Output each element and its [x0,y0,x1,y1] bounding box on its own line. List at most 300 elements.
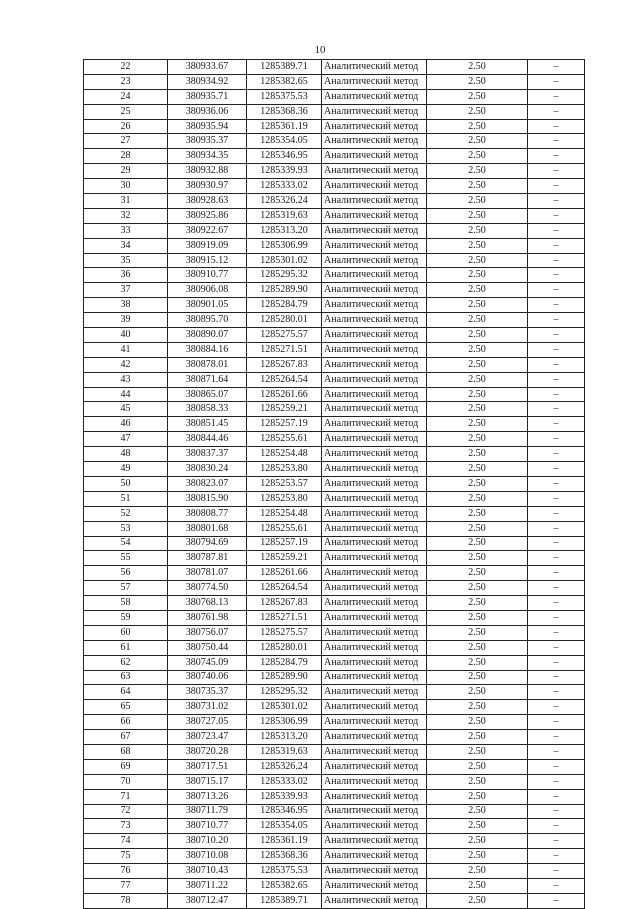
table-row [84,89,585,104]
note-cell: – [528,610,585,625]
point-number-cell: 58 [84,596,168,611]
table-row [84,328,585,343]
accuracy-cell: 2.50 [427,119,528,134]
point-number-cell: 41 [84,342,168,357]
note-cell: – [528,223,585,238]
table-row [84,655,585,670]
table-row [84,759,585,774]
method-cell: Аналитический метод [322,402,427,417]
method-cell: Аналитический метод [322,640,427,655]
note-cell: – [528,804,585,819]
accuracy-cell: 2.50 [427,774,528,789]
y-coordinate-cell: 1285280.01 [247,640,322,655]
x-coordinate-cell: 380901.05 [168,298,247,313]
table-row [84,506,585,521]
y-coordinate-cell: 1285255.61 [247,432,322,447]
y-coordinate-cell: 1285333.02 [247,774,322,789]
point-number-cell: 49 [84,462,168,477]
point-number-cell: 36 [84,268,168,283]
x-coordinate-cell: 380723.47 [168,730,247,745]
point-number-cell: 51 [84,491,168,506]
method-cell: Аналитический метод [322,596,427,611]
accuracy-cell: 2.50 [427,134,528,149]
point-number-cell: 74 [84,834,168,849]
table-row [84,119,585,134]
note-cell: – [528,194,585,209]
note-cell: – [528,759,585,774]
x-coordinate-cell: 380720.28 [168,744,247,759]
note-cell: – [528,74,585,89]
accuracy-cell: 2.50 [427,551,528,566]
point-number-cell: 54 [84,536,168,551]
y-coordinate-cell: 1285254.48 [247,506,322,521]
x-coordinate-cell: 380712.47 [168,893,247,908]
point-number-cell: 25 [84,104,168,119]
note-cell: – [528,789,585,804]
x-coordinate-cell: 380717.51 [168,759,247,774]
x-coordinate-cell: 380711.22 [168,878,247,893]
x-coordinate-cell: 380808.77 [168,506,247,521]
point-number-cell: 50 [84,476,168,491]
method-cell: Аналитический метод [322,789,427,804]
table-row [84,610,585,625]
note-cell: – [528,432,585,447]
y-coordinate-cell: 1285301.02 [247,700,322,715]
point-number-cell: 32 [84,208,168,223]
point-number-cell: 23 [84,74,168,89]
table-row [84,342,585,357]
x-coordinate-cell: 380830.24 [168,462,247,477]
method-cell: Аналитический метод [322,119,427,134]
table-row [84,581,585,596]
point-number-cell: 76 [84,864,168,879]
note-cell: – [528,655,585,670]
accuracy-cell: 2.50 [427,893,528,908]
y-coordinate-cell: 1285375.53 [247,864,322,879]
table-row [84,878,585,893]
accuracy-cell: 2.50 [427,536,528,551]
note-cell: – [528,849,585,864]
x-coordinate-cell: 380768.13 [168,596,247,611]
point-number-cell: 69 [84,759,168,774]
method-cell: Аналитический метод [322,134,427,149]
y-coordinate-cell: 1285361.19 [247,119,322,134]
x-coordinate-cell: 380925.86 [168,208,247,223]
method-cell: Аналитический метод [322,715,427,730]
note-cell: – [528,834,585,849]
table-row [84,670,585,685]
accuracy-cell: 2.50 [427,759,528,774]
method-cell: Аналитический метод [322,223,427,238]
note-cell: – [528,179,585,194]
table-row [84,432,585,447]
y-coordinate-cell: 1285254.48 [247,447,322,462]
x-coordinate-cell: 380710.77 [168,819,247,834]
note-cell: – [528,357,585,372]
x-coordinate-cell: 380934.92 [168,74,247,89]
x-coordinate-cell: 380915.12 [168,253,247,268]
accuracy-cell: 2.50 [427,238,528,253]
note-cell: – [528,402,585,417]
table-row [84,134,585,149]
x-coordinate-cell: 380710.43 [168,864,247,879]
x-coordinate-cell: 380715.17 [168,774,247,789]
method-cell: Аналитический метод [322,476,427,491]
table-row [84,104,585,119]
table-row [84,462,585,477]
y-coordinate-cell: 1285382.65 [247,878,322,893]
method-cell: Аналитический метод [322,878,427,893]
accuracy-cell: 2.50 [427,849,528,864]
point-number-cell: 28 [84,149,168,164]
note-cell: – [528,417,585,432]
table-row [84,566,585,581]
y-coordinate-cell: 1285339.93 [247,164,322,179]
x-coordinate-cell: 380837.37 [168,447,247,462]
note-cell: – [528,878,585,893]
note-cell: – [528,462,585,477]
accuracy-cell: 2.50 [427,89,528,104]
x-coordinate-cell: 380794.69 [168,536,247,551]
point-number-cell: 35 [84,253,168,268]
table-row [84,283,585,298]
note-cell: – [528,372,585,387]
x-coordinate-cell: 380910.77 [168,268,247,283]
y-coordinate-cell: 1285271.51 [247,342,322,357]
accuracy-cell: 2.50 [427,164,528,179]
accuracy-cell: 2.50 [427,715,528,730]
y-coordinate-cell: 1285354.05 [247,134,322,149]
x-coordinate-cell: 380919.09 [168,238,247,253]
table-row [84,476,585,491]
y-coordinate-cell: 1285280.01 [247,313,322,328]
accuracy-cell: 2.50 [427,864,528,879]
point-number-cell: 27 [84,134,168,149]
accuracy-cell: 2.50 [427,804,528,819]
accuracy-cell: 2.50 [427,342,528,357]
accuracy-cell: 2.50 [427,104,528,119]
note-cell: – [528,119,585,134]
note-cell: – [528,715,585,730]
point-number-cell: 63 [84,670,168,685]
accuracy-cell: 2.50 [427,447,528,462]
method-cell: Аналитический метод [322,179,427,194]
method-cell: Аналитический метод [322,700,427,715]
y-coordinate-cell: 1285284.79 [247,298,322,313]
note-cell: – [528,491,585,506]
y-coordinate-cell: 1285257.19 [247,536,322,551]
y-coordinate-cell: 1285289.90 [247,283,322,298]
method-cell: Аналитический метод [322,581,427,596]
y-coordinate-cell: 1285295.32 [247,685,322,700]
x-coordinate-cell: 380774.50 [168,581,247,596]
y-coordinate-cell: 1285275.57 [247,328,322,343]
x-coordinate-cell: 380801.68 [168,521,247,536]
y-coordinate-cell: 1285289.90 [247,670,322,685]
note-cell: – [528,700,585,715]
y-coordinate-cell: 1285255.61 [247,521,322,536]
method-cell: Аналитический метод [322,491,427,506]
x-coordinate-cell: 380823.07 [168,476,247,491]
point-number-cell: 45 [84,402,168,417]
table-row [84,596,585,611]
method-cell: Аналитический метод [322,253,427,268]
y-coordinate-cell: 1285354.05 [247,819,322,834]
point-number-cell: 24 [84,89,168,104]
note-cell: – [528,819,585,834]
table-row [84,730,585,745]
method-cell: Аналитический метод [322,447,427,462]
method-cell: Аналитический метод [322,819,427,834]
table-row [84,238,585,253]
accuracy-cell: 2.50 [427,834,528,849]
note-cell: – [528,283,585,298]
y-coordinate-cell: 1285368.36 [247,849,322,864]
accuracy-cell: 2.50 [427,581,528,596]
x-coordinate-cell: 380895.70 [168,313,247,328]
y-coordinate-cell: 1285313.20 [247,730,322,745]
point-number-cell: 33 [84,223,168,238]
table-row [84,893,585,908]
y-coordinate-cell: 1285295.32 [247,268,322,283]
point-number-cell: 71 [84,789,168,804]
method-cell: Аналитический метод [322,208,427,223]
point-number-cell: 44 [84,387,168,402]
point-number-cell: 53 [84,521,168,536]
table-row [84,536,585,551]
table-row [84,700,585,715]
accuracy-cell: 2.50 [427,878,528,893]
accuracy-cell: 2.50 [427,491,528,506]
x-coordinate-cell: 380710.08 [168,849,247,864]
note-cell: – [528,328,585,343]
method-cell: Аналитический метод [322,536,427,551]
method-cell: Аналитический метод [322,60,427,75]
x-coordinate-cell: 380935.94 [168,119,247,134]
y-coordinate-cell: 1285271.51 [247,610,322,625]
method-cell: Аналитический метод [322,328,427,343]
table-row [84,819,585,834]
y-coordinate-cell: 1285339.93 [247,789,322,804]
y-coordinate-cell: 1285361.19 [247,834,322,849]
y-coordinate-cell: 1285319.63 [247,208,322,223]
note-cell: – [528,298,585,313]
note-cell: – [528,744,585,759]
y-coordinate-cell: 1285389.71 [247,60,322,75]
method-cell: Аналитический метод [322,655,427,670]
y-coordinate-cell: 1285253.80 [247,491,322,506]
x-coordinate-cell: 380865.07 [168,387,247,402]
table-row [84,357,585,372]
method-cell: Аналитический метод [322,268,427,283]
note-cell: – [528,342,585,357]
method-cell: Аналитический метод [322,864,427,879]
note-cell: – [528,208,585,223]
accuracy-cell: 2.50 [427,610,528,625]
method-cell: Аналитический метод [322,730,427,745]
y-coordinate-cell: 1285389.71 [247,893,322,908]
method-cell: Аналитический метод [322,89,427,104]
point-number-cell: 39 [84,313,168,328]
y-coordinate-cell: 1285319.63 [247,744,322,759]
point-number-cell: 26 [84,119,168,134]
note-cell: – [528,551,585,566]
note-cell: – [528,253,585,268]
y-coordinate-cell: 1285261.66 [247,387,322,402]
y-coordinate-cell: 1285253.57 [247,476,322,491]
method-cell: Аналитический метод [322,849,427,864]
point-number-cell: 56 [84,566,168,581]
point-number-cell: 47 [84,432,168,447]
table-row [84,313,585,328]
x-coordinate-cell: 380878.01 [168,357,247,372]
note-cell: – [528,268,585,283]
x-coordinate-cell: 380731.02 [168,700,247,715]
table-row [84,849,585,864]
x-coordinate-cell: 380935.37 [168,134,247,149]
point-number-cell: 64 [84,685,168,700]
table-row [84,789,585,804]
y-coordinate-cell: 1285264.54 [247,581,322,596]
note-cell: – [528,387,585,402]
y-coordinate-cell: 1285253.80 [247,462,322,477]
point-number-cell: 52 [84,506,168,521]
point-number-cell: 62 [84,655,168,670]
accuracy-cell: 2.50 [427,60,528,75]
method-cell: Аналитический метод [322,566,427,581]
method-cell: Аналитический метод [322,685,427,700]
note-cell: – [528,625,585,640]
accuracy-cell: 2.50 [427,670,528,685]
note-cell: – [528,774,585,789]
point-number-cell: 77 [84,878,168,893]
table-row [84,864,585,879]
note-cell: – [528,476,585,491]
point-number-cell: 37 [84,283,168,298]
x-coordinate-cell: 380844.46 [168,432,247,447]
y-coordinate-cell: 1285306.99 [247,238,322,253]
table-row [84,402,585,417]
accuracy-cell: 2.50 [427,253,528,268]
accuracy-cell: 2.50 [427,208,528,223]
table-row [84,298,585,313]
x-coordinate-cell: 380928.63 [168,194,247,209]
table-row [84,253,585,268]
point-number-cell: 38 [84,298,168,313]
note-cell: – [528,730,585,745]
note-cell: – [528,506,585,521]
table-row [84,491,585,506]
x-coordinate-cell: 380906.08 [168,283,247,298]
accuracy-cell: 2.50 [427,506,528,521]
accuracy-cell: 2.50 [427,521,528,536]
x-coordinate-cell: 380815.90 [168,491,247,506]
accuracy-cell: 2.50 [427,685,528,700]
table-row [84,179,585,194]
note-cell: – [528,313,585,328]
table-row [84,685,585,700]
method-cell: Аналитический метод [322,804,427,819]
table-row [84,521,585,536]
table-row [84,387,585,402]
accuracy-cell: 2.50 [427,357,528,372]
point-number-cell: 70 [84,774,168,789]
point-number-cell: 73 [84,819,168,834]
method-cell: Аналитический метод [322,194,427,209]
accuracy-cell: 2.50 [427,268,528,283]
table-row [84,223,585,238]
x-coordinate-cell: 380713.26 [168,789,247,804]
note-cell: – [528,581,585,596]
point-number-cell: 30 [84,179,168,194]
point-number-cell: 48 [84,447,168,462]
method-cell: Аналитический метод [322,417,427,432]
y-coordinate-cell: 1285313.20 [247,223,322,238]
table-row [84,268,585,283]
method-cell: Аналитический метод [322,744,427,759]
table-row [84,625,585,640]
method-cell: Аналитический метод [322,432,427,447]
point-number-cell: 42 [84,357,168,372]
point-number-cell: 31 [84,194,168,209]
y-coordinate-cell: 1285261.66 [247,566,322,581]
table-row [84,208,585,223]
x-coordinate-cell: 380851.45 [168,417,247,432]
method-cell: Аналитический метод [322,462,427,477]
x-coordinate-cell: 380727.05 [168,715,247,730]
point-number-cell: 40 [84,328,168,343]
method-cell: Аналитический метод [322,342,427,357]
accuracy-cell: 2.50 [427,313,528,328]
accuracy-cell: 2.50 [427,194,528,209]
y-coordinate-cell: 1285382.65 [247,74,322,89]
note-cell: – [528,164,585,179]
x-coordinate-cell: 380890.07 [168,328,247,343]
note-cell: – [528,60,585,75]
note-cell: – [528,864,585,879]
accuracy-cell: 2.50 [427,283,528,298]
x-coordinate-cell: 380884.16 [168,342,247,357]
page-number: 10 [314,44,326,56]
accuracy-cell: 2.50 [427,179,528,194]
method-cell: Аналитический метод [322,551,427,566]
table-row [84,417,585,432]
method-cell: Аналитический метод [322,74,427,89]
method-cell: Аналитический метод [322,104,427,119]
point-number-cell: 60 [84,625,168,640]
y-coordinate-cell: 1285306.99 [247,715,322,730]
x-coordinate-cell: 380935.71 [168,89,247,104]
point-number-cell: 29 [84,164,168,179]
y-coordinate-cell: 1285267.83 [247,357,322,372]
point-number-cell: 78 [84,893,168,908]
accuracy-cell: 2.50 [427,819,528,834]
y-coordinate-cell: 1285257.19 [247,417,322,432]
accuracy-cell: 2.50 [427,625,528,640]
x-coordinate-cell: 380710.20 [168,834,247,849]
method-cell: Аналитический метод [322,610,427,625]
y-coordinate-cell: 1285259.21 [247,402,322,417]
x-coordinate-cell: 380750.44 [168,640,247,655]
note-cell: – [528,670,585,685]
y-coordinate-cell: 1285326.24 [247,194,322,209]
y-coordinate-cell: 1285301.02 [247,253,322,268]
method-cell: Аналитический метод [322,298,427,313]
point-number-cell: 57 [84,581,168,596]
point-number-cell: 59 [84,610,168,625]
x-coordinate-cell: 380933.67 [168,60,247,75]
accuracy-cell: 2.50 [427,432,528,447]
